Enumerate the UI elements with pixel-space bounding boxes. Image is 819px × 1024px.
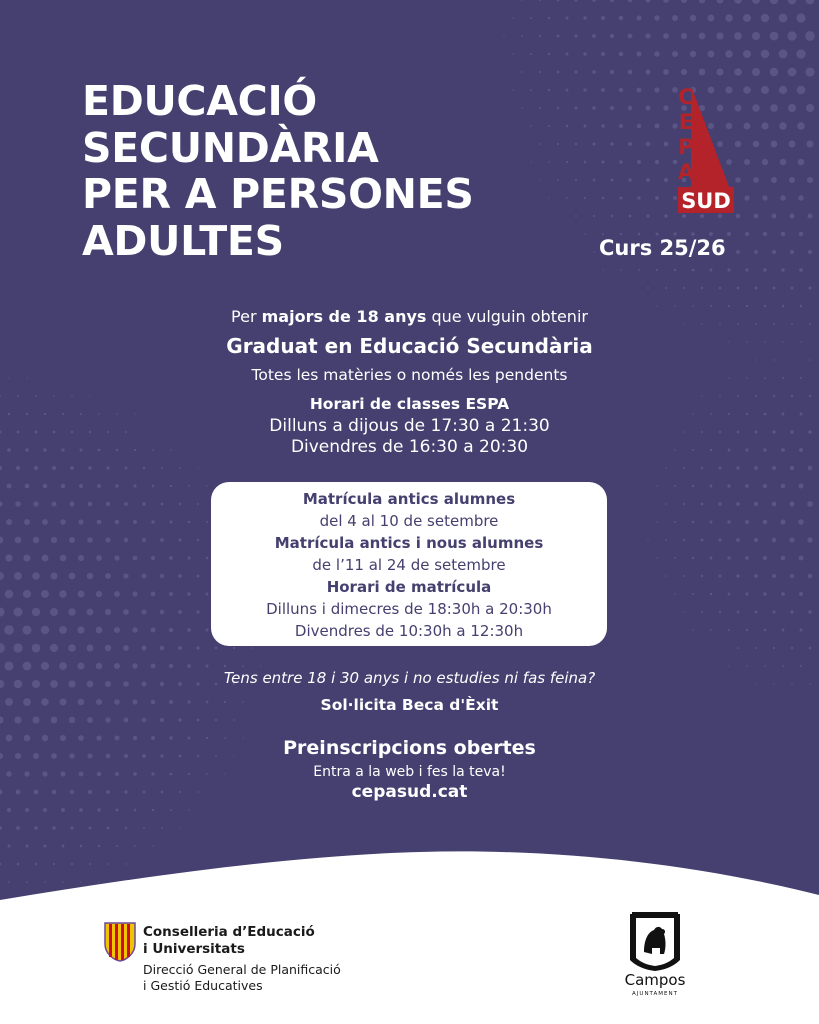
- enrollment-hours-title: Horari de matrícula: [326, 578, 492, 596]
- enrollment-old-dates: del 4 al 10 de setembre: [319, 512, 499, 530]
- campos-name: Campos: [624, 971, 686, 989]
- intro-suffix: que vulguin obtenir: [426, 307, 588, 326]
- website-link[interactable]: cepasud.cat: [351, 782, 468, 802]
- enrollment-hours-2: Divendres de 10:30h a 12:30h: [294, 622, 524, 640]
- gov-dept-1: Direcció General de Planificació: [143, 962, 341, 977]
- course-year: Curs 25/26: [599, 236, 726, 260]
- headline-line-3: PER A PERSONES: [82, 170, 474, 218]
- schedule-title: Horari de classes ESPA: [309, 395, 510, 413]
- gov-dept-2: i Gestió Educatives: [143, 978, 263, 993]
- campos-crest-icon: [620, 910, 690, 972]
- intro-prefix: Per: [231, 307, 262, 326]
- enrollment-all-dates: de l’11 al 24 de setembre: [312, 556, 506, 574]
- intro-bold: majors de 18 anys: [261, 307, 427, 326]
- enrollment-hours-1: Dilluns i dimecres de 18:30h a 20:30h: [266, 600, 552, 618]
- schedule-line-2: Divendres de 16:30 a 20:30: [290, 437, 529, 457]
- grant-question: Tens entre 18 i 30 anys i no estudies ni fas feina?: [223, 669, 596, 687]
- headline-line-1: EDUCACIÓ: [82, 77, 317, 125]
- balearic-shield-icon: [104, 922, 136, 962]
- preinscription-title: Preinscripcions obertes: [283, 737, 536, 759]
- grant-action: Sol·licita Beca d'Èxit: [320, 696, 499, 714]
- campos-subtitle: AJUNTAMENT: [632, 991, 678, 997]
- government-block: [143, 924, 341, 994]
- logo-letter-a: A: [677, 160, 695, 184]
- degree-title: Graduat en Educació Secundària: [226, 334, 593, 358]
- gov-name-1: Conselleria d’Educació: [143, 924, 315, 940]
- logo-letter-c: C: [678, 85, 694, 109]
- headline-line-2: SECUNDÀRIA: [82, 123, 379, 172]
- headline-line-4: ADULTES: [82, 216, 284, 265]
- enrollment-all-title: Matrícula antics i nous alumnes: [274, 534, 544, 552]
- logo-letter-e: E: [678, 110, 694, 134]
- logo-letter-p: P: [678, 135, 694, 159]
- logo-sud-text: SUD: [681, 189, 731, 213]
- subjects-text: Totes les matèries o només les pendents: [251, 366, 568, 384]
- gov-name-2: i Universitats: [143, 941, 245, 957]
- schedule-line-1: Dilluns a dijous de 17:30 a 21:30: [269, 416, 550, 436]
- enrollment-old-title: Matrícula antics alumnes: [302, 490, 516, 508]
- preinscription-cta: Entra a la web i fes la teva!: [313, 764, 506, 780]
